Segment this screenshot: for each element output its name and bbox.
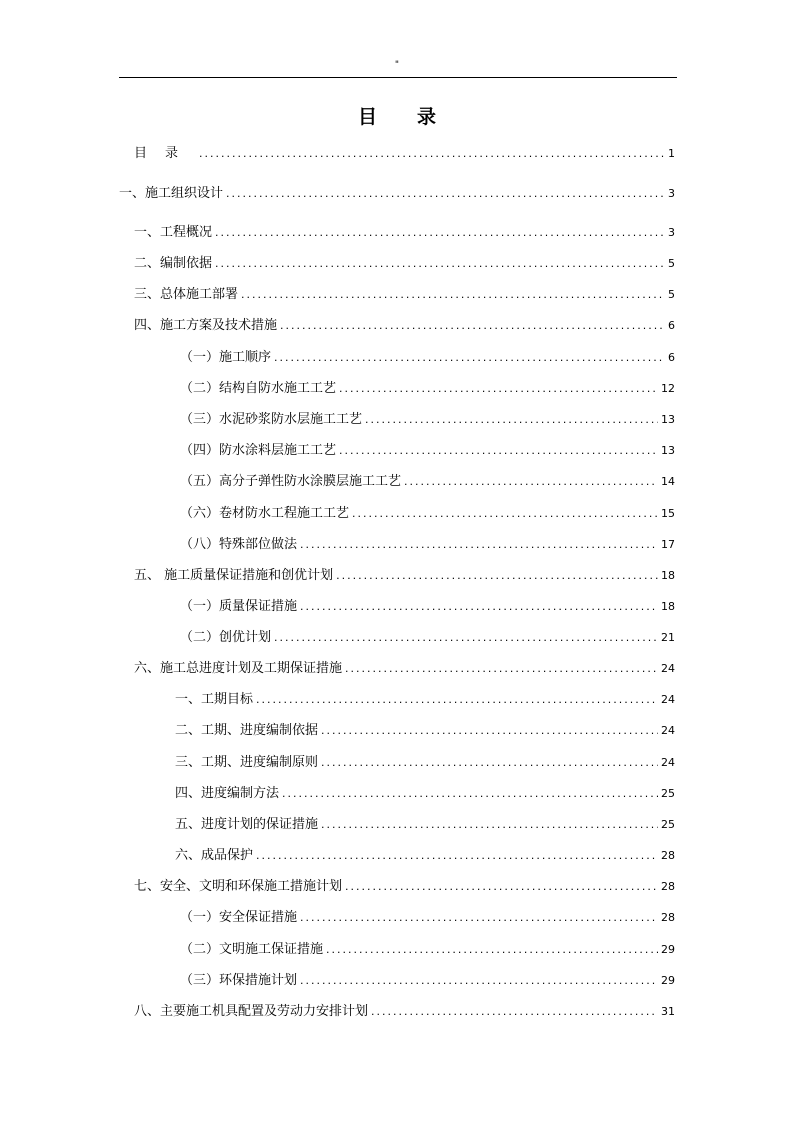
toc-page-number: 17 (661, 538, 675, 551)
toc-page-number: 5 (668, 288, 675, 301)
toc-label: （四）防水涂料层施工工艺 (180, 443, 337, 458)
toc-page-number: 14 (661, 475, 675, 488)
toc-leader (226, 185, 665, 203)
toc-page-number: 25 (661, 787, 675, 800)
toc-leader (274, 349, 665, 367)
toc-label: 一、施工组织设计 (119, 186, 224, 201)
toc-page-number: 29 (661, 943, 675, 956)
toc-page-number: 3 (668, 226, 675, 239)
toc-page-number: 1 (668, 147, 675, 160)
toc-entry[interactable] (175, 816, 675, 834)
toc-entry[interactable] (180, 442, 675, 460)
toc-entry[interactable] (175, 691, 675, 709)
toc-label: （二）结构自防水施工工艺 (180, 381, 337, 396)
toc-entry-mulu[interactable] (134, 145, 675, 163)
toc-entry[interactable] (175, 722, 675, 740)
toc-leader (215, 255, 665, 273)
toc-page-number: 18 (661, 600, 675, 613)
toc-entry[interactable] (180, 505, 675, 523)
toc-page-number: 24 (661, 662, 675, 675)
toc-leader (241, 286, 665, 304)
toc-leader (274, 629, 658, 647)
toc-entry[interactable] (134, 660, 675, 678)
toc-leader (300, 972, 658, 990)
toc-page-number: 13 (661, 444, 675, 457)
toc-label: 二、编制依据 (134, 256, 213, 271)
toc-entry[interactable] (119, 185, 675, 203)
toc-label: （八）特殊部位做法 (180, 537, 298, 552)
toc-page-number: 28 (661, 849, 675, 862)
toc-leader (256, 847, 658, 865)
toc-entry[interactable] (134, 317, 675, 335)
toc-label: 八、主要施工机具配置及劳动力安排计划 (134, 1004, 369, 1019)
toc-leader (321, 722, 658, 740)
toc-leader (345, 660, 658, 678)
toc-page-number: 3 (668, 187, 675, 200)
toc-leader (371, 1003, 658, 1021)
toc-entry[interactable] (175, 847, 675, 865)
toc-leader (326, 941, 658, 959)
toc-page-number: 24 (661, 724, 675, 737)
toc-entry[interactable] (134, 286, 675, 304)
toc-label: 四、进度编制方法 (175, 786, 280, 801)
toc-label: 三、总体施工部署 (134, 287, 239, 302)
toc-page-number: 28 (661, 911, 675, 924)
toc-entry[interactable] (180, 411, 675, 429)
toc-label: （二）创优计划 (180, 630, 272, 645)
toc-label: （一）质量保证措施 (180, 599, 298, 614)
toc-page-number: 6 (668, 319, 675, 332)
toc-page-number: 25 (661, 818, 675, 831)
toc-leader (300, 909, 658, 927)
toc-entry[interactable] (180, 536, 675, 554)
toc-entry[interactable] (180, 909, 675, 927)
toc-entry[interactable] (180, 380, 675, 398)
toc-leader (345, 878, 658, 896)
toc-entry[interactable] (175, 785, 675, 803)
page-title: 目录 (357, 106, 476, 128)
toc-label: 五、 施工质量保证措施和创优计划 (134, 568, 334, 583)
toc-leader (339, 442, 658, 460)
toc-entry[interactable] (180, 349, 675, 367)
toc-label: 六、施工总进度计划及工期保证措施 (134, 661, 343, 676)
toc-page-number: 24 (661, 756, 675, 769)
toc-page-number: 5 (668, 257, 675, 270)
toc-entry[interactable] (180, 598, 675, 616)
toc-leader (365, 411, 658, 429)
toc-leader (404, 473, 658, 491)
toc-leader (321, 754, 658, 772)
toc-label: （二）文明施工保证措施 (180, 942, 324, 957)
toc-leader (336, 567, 658, 585)
toc-label: 六、成品保护 (175, 848, 254, 863)
toc-label: （三）水泥砂浆防水层施工工艺 (180, 412, 363, 427)
toc-entry[interactable] (134, 224, 675, 242)
toc-leader (352, 505, 658, 523)
toc-page-number: 31 (661, 1005, 675, 1018)
toc-leader (215, 224, 665, 242)
toc-leader (300, 536, 658, 554)
toc-entry[interactable] (175, 754, 675, 772)
toc-entry[interactable] (180, 941, 675, 959)
toc-leader (199, 145, 665, 163)
toc-label: （一）施工顺序 (180, 350, 272, 365)
toc-label: 目录 (134, 146, 197, 161)
header-mark: " (394, 60, 400, 70)
toc-entry[interactable] (134, 1003, 675, 1021)
toc-page-number: 21 (661, 631, 675, 644)
toc-page-number: 24 (661, 693, 675, 706)
toc-entry[interactable] (134, 878, 675, 896)
toc-page-number: 6 (668, 351, 675, 364)
toc-label: 一、工期目标 (175, 692, 254, 707)
toc-page-number: 12 (661, 382, 675, 395)
toc-entry[interactable] (180, 972, 675, 990)
toc-label: 一、工程概况 (134, 225, 213, 240)
toc-label: （五）高分子弹性防水涂膜层施工工艺 (180, 474, 402, 489)
toc-page-number: 13 (661, 413, 675, 426)
toc-page-number: 15 (661, 507, 675, 520)
toc-leader (300, 598, 658, 616)
toc-label: 三、工期、进度编制原则 (175, 755, 319, 770)
toc-entry[interactable] (180, 473, 675, 491)
toc-label: 二、工期、进度编制依据 (175, 723, 319, 738)
toc-label: 四、施工方案及技术措施 (134, 318, 278, 333)
toc-label: （六）卷材防水工程施工工艺 (180, 506, 350, 521)
toc-leader (339, 380, 658, 398)
toc-entry[interactable] (134, 567, 675, 585)
toc-leader (282, 785, 658, 803)
toc-label: （三）环保措施计划 (180, 973, 298, 988)
toc-entry[interactable] (180, 629, 675, 647)
toc-label: 五、进度计划的保证措施 (175, 817, 319, 832)
toc-label: （一）安全保证措施 (180, 910, 298, 925)
toc-leader (321, 816, 658, 834)
toc-leader (256, 691, 658, 709)
toc-page-number: 28 (661, 880, 675, 893)
toc-entry[interactable] (134, 255, 675, 273)
toc-label: 七、安全、文明和环保施工措施计划 (134, 879, 343, 894)
toc-page-number: 18 (661, 569, 675, 582)
toc-leader (280, 317, 665, 335)
toc-page-number: 29 (661, 974, 675, 987)
